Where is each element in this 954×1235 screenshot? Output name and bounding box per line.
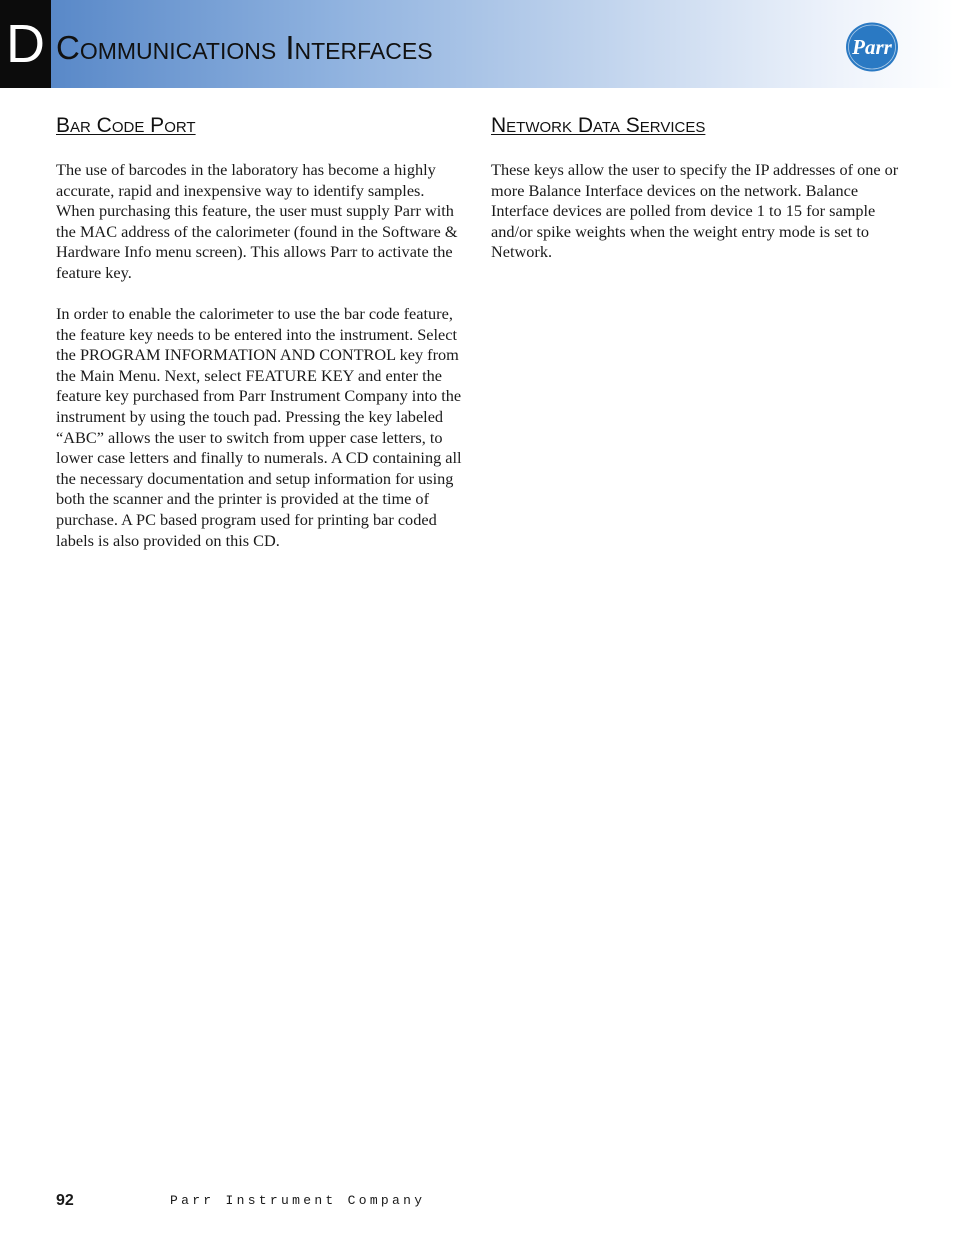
footer-company-name: Parr Instrument Company [170, 1193, 426, 1208]
parr-logo [844, 21, 900, 73]
section-title-bar-code-port: Bar Code Port [56, 114, 196, 137]
bar-code-paragraph-2: In order to enable the calorimeter to use the bar code feature, the feature key needs to be entered into the instrument. Select the PROGRAM INFORMATION AND CONTROL key from the Main Menu. Next, select FEATURE KEY and enter the feature key purchased from Parr Instrument Company into the instrument by using the touch pad. Pressing the key labeled “ABC” allows the user to switch from upper case letters, to lower case letters and finally to numerals. A CD containing all the necessary documentation and setup information for using both the scanner and the printer is provided at the time of purchase. A PC based program used for printing bar coded labels is also provided on this CD. [56, 304, 462, 550]
network-data-services-section [491, 112, 899, 283]
chapter-letter: D [0, 0, 51, 88]
page-number: 92 [56, 1192, 74, 1209]
network-paragraph-1: These keys allow the user to specify the IP addresses of one or more Balance Interface devices on the network. Balance Interface devices are polled from device 1 to 15 for sample and/or spike weights when the weight entry mode is set to Network. [491, 160, 899, 262]
page-header [0, 0, 954, 88]
section-title-network-data-services: Network Data Services [491, 114, 706, 137]
bar-code-port-section [56, 112, 464, 572]
bar-code-paragraph-1: The use of barcodes in the laboratory has become a highly accurate, rapid and inexpensive way to identify samples. When purchasing this feature, the user must supply Parr with the MAC address of the calorimeter (found in the Software & Hardware Info menu screen). This allows Parr to activate the feature key. [56, 160, 458, 282]
logo-wordmark: Parr [852, 35, 892, 59]
chapter-title: Communications Interfaces [56, 29, 433, 66]
